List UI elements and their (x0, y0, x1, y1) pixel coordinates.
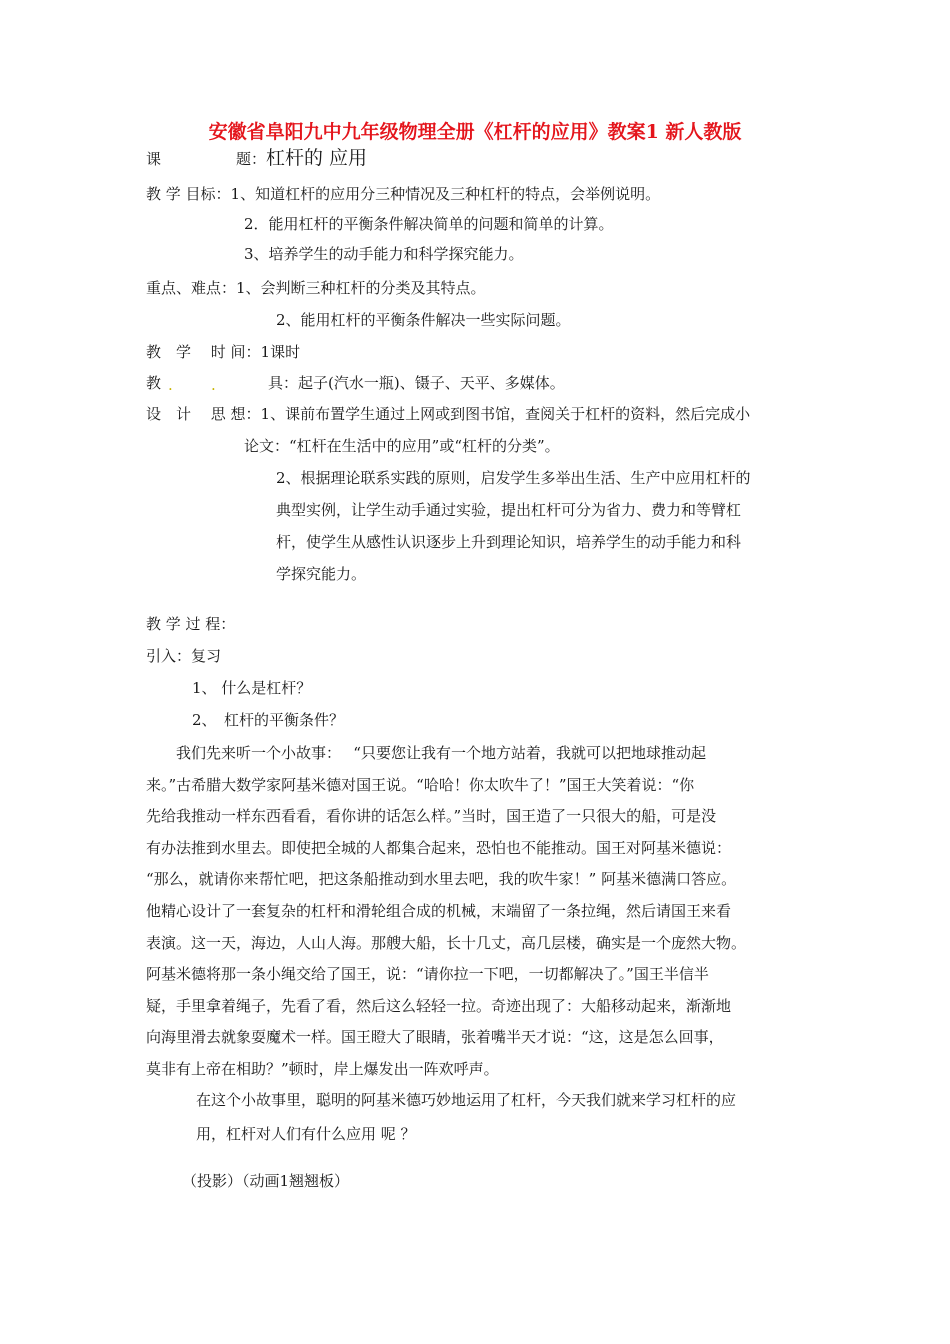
story-paragraph (146, 738, 746, 1086)
intro-label: 引入：复习 (146, 647, 222, 665)
story-line: 他精心设计了一套复杂的杠杆和滑轮组合成的机械，末端留了一条拉绳，然后请国王来看 (146, 901, 732, 920)
topic-row (146, 148, 367, 169)
mark-dot: . (168, 376, 173, 394)
conclusion-line: 在这个小故事里，聪明的阿基米德巧妙地运用了杠杆，今天我们就来学习杠杆的应 (196, 1091, 737, 1109)
objectives-row-1 (146, 184, 660, 204)
story-line: 阿基米德将那一条小绳交给了国王，说：“请你拉一下吧，一切都解决了。”国王半信半 (146, 965, 709, 984)
story-line: 来。”古希腊大数学家阿基米德对国王说。“哈哈！你太吹牛了！”国王大笑着说：“你 (146, 775, 695, 794)
design-line: 典型实例，让学生动手通过实验，提出杠杆可分为省力、费力和等臂杠 (276, 501, 742, 519)
design-line: 学探究能力。 (276, 565, 367, 583)
review-item: 1、 什么是杠杆？ (192, 679, 312, 697)
objective-item: 1、知道杠杆的应用分三种情况及三种杠杆的特点，会举例说明。 (230, 185, 661, 203)
review-item: 2、 杠杆的平衡条件？ (192, 711, 345, 729)
story-line: 表演。这一天，海边，人山人海。那艘大船，长十几丈，高几层楼，确实是一个庞然大物。 (146, 933, 747, 952)
projection-note: （投影）（动画1翘翘板） (182, 1172, 350, 1190)
topic-value: 杠杆的 应用 (266, 147, 368, 169)
tools-row (146, 373, 161, 393)
story-line: 有办法推到水里去。即使把全城的人都集合起来，恐怕也不能推动。国王对阿基米德说： (146, 838, 732, 857)
time-row (146, 342, 300, 362)
design-line: 杆，使学生从感性认识逐步上升到理论知识，培养学生的动手能力和科 (276, 533, 742, 551)
story-line: 向海里滑去就象耍魔术一样。国王瞪大了眼睛，张着嘴半天才说：“这，这是怎么回事， (146, 1028, 724, 1047)
conclusion-line: 用，杠杆对人们有什么应用 呢 ？ (196, 1125, 416, 1143)
key-points-row-1 (146, 278, 486, 298)
document-title: 安徽省阜阳九中九年级物理全册《杠杆的应用》教案1 新人教版 (208, 121, 742, 143)
objectives-label: 教 学 目标： (146, 185, 231, 203)
story-line: 疑，手里拿着绳子，先看了看，然后这么轻轻一拉。奇迹出现了：大船移动起来，渐渐地 (146, 996, 732, 1015)
key-points-label: 重点、难点： (146, 279, 237, 297)
tools-value: 起子(汽水一瓶)、镊子、天平、多媒体。 (298, 374, 565, 392)
story-line: 先给我推动一样东西看看，看你讲的话怎么样。”当时，国王造了一只很大的船，可是没 (146, 807, 717, 826)
topic-label: 课 题： (146, 150, 267, 168)
time-label: 教 学 时 间： (146, 343, 261, 361)
design-line: 论文：“杠杆在生活中的应用”或“杠杆的分类”。 (244, 437, 560, 455)
tools-detail (268, 373, 565, 393)
design-label: 设 计 思 想： (146, 405, 261, 423)
objective-item: 2．能用杠杆的平衡条件解决简单的问题和简单的计算。 (244, 215, 614, 233)
key-point-item: 2、能用杠杆的平衡条件解决一些实际问题。 (276, 311, 571, 329)
key-point-item: 1、会判断三种杠杆的分类及其特点。 (236, 279, 486, 297)
tools-label-b: 具： (268, 374, 299, 392)
design-line: 2、根据理论联系实践的原则，启发学生多举出生活、生产中应用杠杆的 (276, 469, 751, 487)
story-line: 我们先来听一个小故事： “只要您让我有一个地方站着，我就可以把地球推动起 (176, 744, 706, 762)
objective-item: 3、培养学生的动手能力和科学探究能力。 (244, 245, 524, 263)
design-row-1 (146, 404, 750, 424)
story-line: 莫非有上帝在相助？”顿时，岸上爆发出一阵欢呼声。 (146, 1059, 499, 1078)
mark-dot: . (211, 376, 216, 394)
design-line: 1、课前布置学生通过上网或到图书馆，查阅关于杠杆的资料，然后完成小 (260, 405, 751, 423)
tools-label-a: 教 (146, 374, 162, 392)
process-label: 教 学 过 程： (146, 615, 236, 633)
time-value: 1课时 (260, 343, 301, 361)
story-line: “那么，就请你来帮忙吧，把这条船推动到水里去吧，我的吹牛家！” 阿基米德满口答应。 (146, 870, 737, 889)
